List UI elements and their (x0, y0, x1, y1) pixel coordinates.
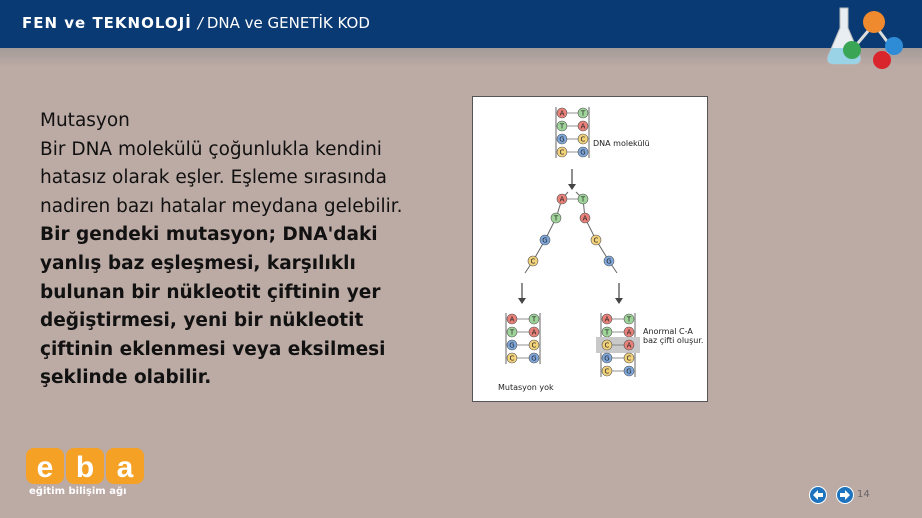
top-dna-pair-0-left-letter: A (559, 109, 565, 118)
split-3-left-letter: C (530, 257, 536, 266)
right-result-pair-1-left-letter: T (604, 328, 610, 337)
subject-title: FEN ve TEKNOLOJİ (22, 14, 192, 32)
topic-title: DNA ve GENETİK KOD (206, 14, 370, 32)
prev-button[interactable] (809, 486, 827, 504)
split-0-right-letter: T (580, 195, 586, 204)
molecule-flask-icon (822, 2, 912, 70)
split-2-left-letter: G (542, 236, 548, 245)
right-result-pair-2-right-letter: A (626, 341, 632, 350)
left-result-pair-1-left-letter: T (509, 328, 515, 337)
right-result-pair-1-right-letter: A (626, 328, 632, 337)
dna-molecule-label: DNA molekülü (593, 139, 650, 148)
svg-text:e: e (36, 451, 54, 484)
slide-title (22, 14, 370, 32)
split-2-right-letter: C (593, 236, 599, 245)
top-dna-pair-2-left-letter: G (559, 135, 565, 144)
left-result-pair-3-left-letter: C (509, 354, 515, 363)
right-result-pair-3-left-letter: G (604, 354, 610, 363)
left-result-pair-0-left-letter: A (509, 315, 515, 324)
left-result-pair-1-right-letter: A (531, 328, 537, 337)
right-result-pair-0-right-letter: T (626, 315, 632, 324)
svg-text:b: b (75, 451, 95, 484)
right-result-pair-4-left-letter: C (604, 367, 610, 376)
content-bold-text: Bir gendeki mutasyon; DNA'daki yanlış baz eşleşmesi, karşılıklı bulunan bir nükleotit çiftinin yer değiştirmesi, yeni bir nükleotit çiftinin eklenmesi veya eksilmesi şeklinde olabilir. (40, 224, 386, 389)
top-dna-pair-3-right-letter: G (580, 148, 586, 157)
top-dna-pair-1-right-letter: A (580, 122, 586, 131)
split-arrow-head (568, 184, 576, 190)
no-mutation-label: Mutasyon yok (498, 383, 554, 392)
split-1-right-letter: A (582, 214, 588, 223)
top-dna-pair-1-left-letter: T (559, 122, 565, 131)
arrow-right-icon (839, 489, 851, 501)
left-result-pair-2-right-letter: C (531, 341, 537, 350)
arrow-left-icon (812, 489, 824, 501)
split-0-left-letter: A (559, 195, 565, 204)
top-dna-pair-3-left-letter: C (559, 148, 565, 157)
abnormal-pair-label-1: Anormal C-A (643, 327, 693, 336)
right-arrow-head (615, 298, 623, 304)
title-separator: / (197, 14, 203, 32)
next-button[interactable] (836, 486, 854, 504)
body-text (40, 107, 440, 393)
content-heading: Mutasyon (40, 110, 130, 131)
top-dna-pair-2-right-letter: C (580, 135, 586, 144)
left-result-pair-0-right-letter: T (531, 315, 537, 324)
eba-subtext: eğitim bilişim ağı (29, 486, 127, 497)
svg-text:a: a (116, 451, 134, 484)
top-dna-pair-0-right-letter: T (580, 109, 586, 118)
dna-mutation-figure (472, 96, 708, 402)
left-result-pair-2-left-letter: G (509, 341, 515, 350)
dna-diagram (473, 97, 707, 401)
header-shadow (0, 48, 922, 66)
page-number: 14 (857, 489, 870, 500)
split-3-right-letter: G (606, 257, 612, 266)
abnormal-pair-label-2: baz çifti oluşur. (643, 336, 704, 345)
right-result-pair-2-left-letter: C (604, 341, 610, 350)
content-paragraph: Bir DNA molekülü çoğunlukla kendini hatasız olarak eşler. Eşleme sırasında nadiren bazı hatalar meydana gelebilir. (40, 138, 403, 217)
right-result-pair-4-right-letter: G (626, 367, 632, 376)
left-result-pair-3-right-letter: G (531, 354, 537, 363)
left-arrow-head (518, 298, 526, 304)
split-1-left-letter: T (553, 214, 559, 223)
right-result-pair-3-right-letter: C (626, 354, 632, 363)
right-result-pair-0-left-letter: A (604, 315, 610, 324)
